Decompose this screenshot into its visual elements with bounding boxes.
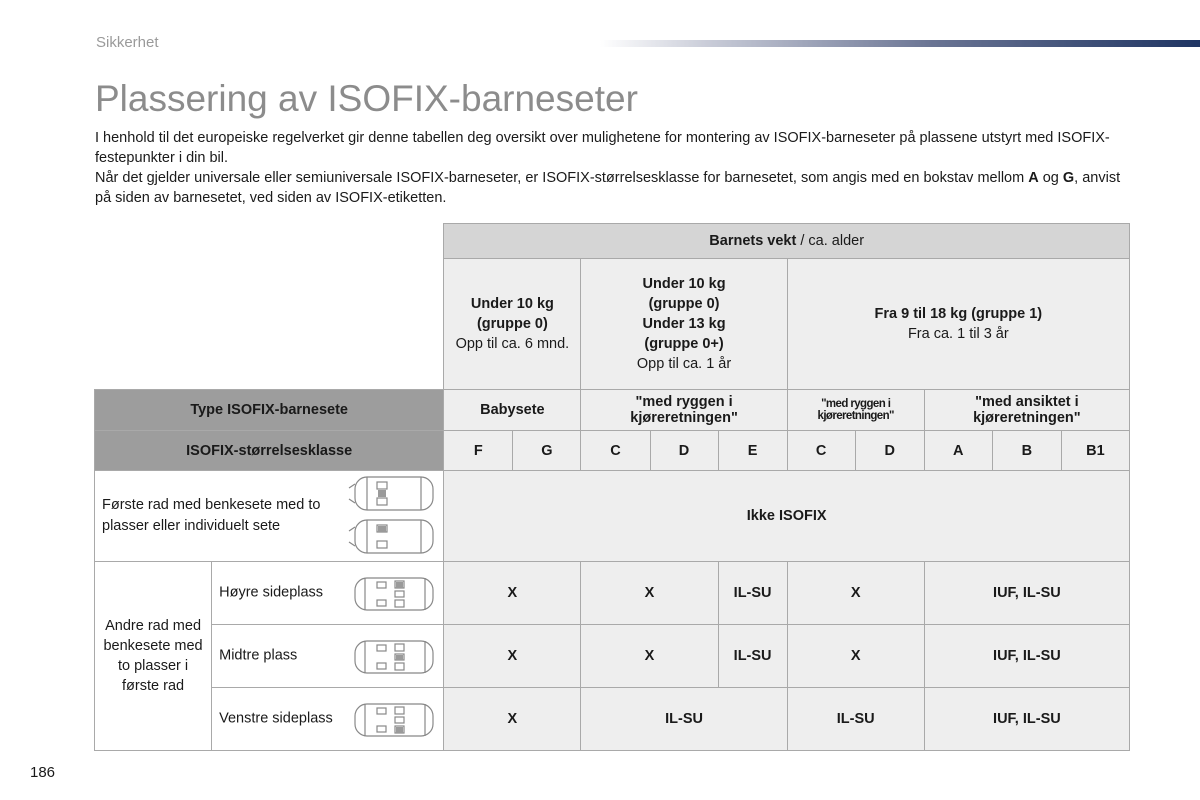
position-label: Midtre plass: [219, 647, 298, 664]
group-0-header: Under 10 kg (gruppe 0) Opp til ca. 6 mnd.: [444, 259, 581, 390]
size-class-cell: C: [581, 431, 650, 471]
middle-seat-car-icon: [349, 639, 435, 675]
cell-value: IL-SU: [718, 562, 787, 625]
second-row-label: Andre rad med benkesete med to plasser i første rad: [95, 562, 212, 751]
header-bar: [600, 40, 1200, 47]
intro-text: [95, 128, 1125, 208]
page-number: 186: [30, 764, 56, 781]
front-row-value: Ikke ISOFIX: [444, 471, 1130, 562]
group-0plus-header: Under 10 kg (gruppe 0) Under 13 kg (gruppe 0+) Opp til ca. 1 år: [581, 259, 787, 390]
type-babysete: Babysete: [444, 390, 581, 431]
intro-paragraph-1: I henhold til det europeiske regelverket gir denne tabellen deg oversikt over mulighetene for montering av ISOFIX-barneseter på plassene utstyrt med ISOFIX-festepunkter i din bil.: [95, 130, 1110, 166]
front-row-label: Første rad med benkesete med to plasser eller individuelt sete: [102, 497, 321, 534]
page-title: Plassering av ISOFIX-barneseter: [95, 78, 638, 119]
position-label: Høyre sideplass: [219, 584, 324, 601]
cell-value: X: [787, 625, 924, 688]
position-right-cell: [212, 562, 444, 625]
type-rear-facing: "med ryggen i kjøreretningen": [581, 390, 787, 431]
section-label: Sikkerhet: [96, 34, 159, 51]
cell-value: IUF, IL-SU: [924, 688, 1129, 751]
cell-value: IL-SU: [718, 625, 787, 688]
right-seat-car-icon: [349, 576, 435, 612]
type-rear-facing-small: "med ryggen i kjøreretningen": [787, 390, 924, 431]
empty-corner: [95, 259, 444, 390]
size-class-cell: G: [513, 431, 581, 471]
isofix-table: [94, 223, 1130, 751]
weight-header: Barnets vekt / ca. alder: [444, 224, 1130, 259]
front-row-cell: [95, 471, 444, 562]
size-class-cell: E: [718, 431, 787, 471]
size-class-cell: A: [924, 431, 992, 471]
cell-value: X: [581, 562, 718, 625]
cell-value: X: [581, 625, 718, 688]
cell-value: IUF, IL-SU: [924, 562, 1129, 625]
position-middle-cell: [212, 625, 444, 688]
cell-value: IL-SU: [581, 688, 787, 751]
cell-value: X: [444, 688, 581, 751]
cell-value: X: [444, 562, 581, 625]
left-seat-car-icon: [349, 702, 435, 738]
empty-corner: [95, 224, 444, 259]
size-class-cell: B: [992, 431, 1061, 471]
cell-value: X: [444, 625, 581, 688]
size-class-label: ISOFIX-størrelsesklasse: [95, 431, 444, 471]
type-label: Type ISOFIX-barnesete: [95, 390, 444, 431]
position-left-cell: [212, 688, 444, 751]
size-class-cell: D: [650, 431, 718, 471]
front-seat-car-icon: [347, 474, 437, 558]
size-class-cell: C: [787, 431, 855, 471]
intro-paragraph-2: Når det gjelder universale eller semiuniversale ISOFIX-barneseter, er ISOFIX-størrelsesklasse for barnesetet, som angis med en bokstav mellom A og G, anvist på siden av barnesetet, ved siden av ISOFIX-etiketten.: [95, 170, 1121, 206]
size-class-cell: B1: [1061, 431, 1129, 471]
type-forward-facing: "med ansiktet i kjøreretningen": [924, 390, 1129, 431]
group-1-header: Fra 9 til 18 kg (gruppe 1) Fra ca. 1 til 3 år: [787, 259, 1129, 390]
cell-value: IUF, IL-SU: [924, 625, 1129, 688]
size-class-cell: F: [444, 431, 513, 471]
position-label: Venstre sideplass: [219, 710, 333, 727]
size-class-cell: D: [855, 431, 924, 471]
cell-value: X: [787, 562, 924, 625]
cell-value: IL-SU: [787, 688, 924, 751]
